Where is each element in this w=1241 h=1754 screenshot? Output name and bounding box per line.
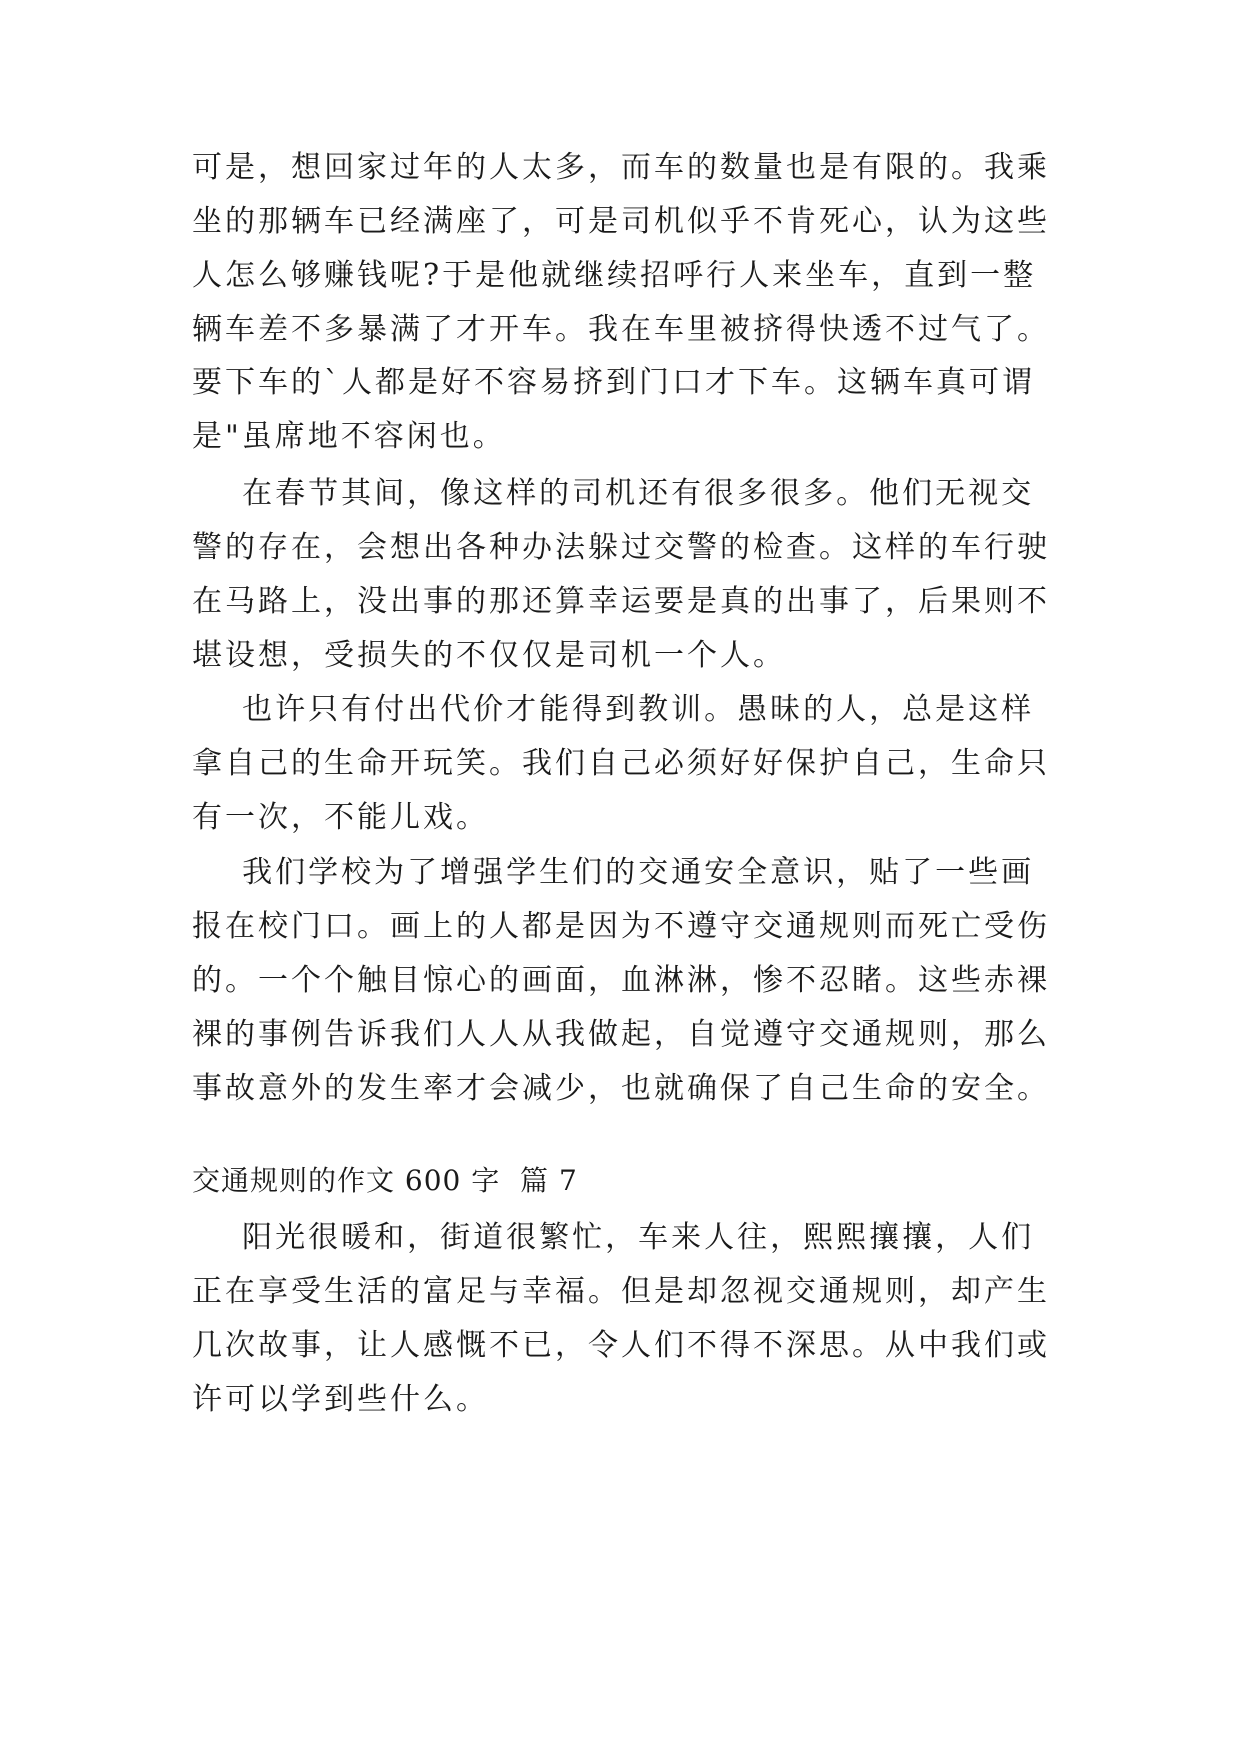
- paragraph-line: 辆车差不多暴满了才开车。我在车里被挤得快透不过气了。: [192, 312, 1050, 347]
- paragraph-line: 人怎么够赚钱呢?于是他就继续招呼行人来坐车，直到一整: [192, 258, 1037, 293]
- paragraph-line: 坐的那辆车已经满座了，可是司机似乎不肯死心，认为这些: [192, 204, 1050, 239]
- paragraph-line: 在马路上，没出事的那还算幸运要是真的出事了，后果则不: [192, 584, 1050, 619]
- section-heading: 交通规则的作文 600 字 篇 7: [192, 1164, 578, 1197]
- paragraph-line: 正在享受生活的富足与幸福。但是却忽视交通规则，却产生: [192, 1274, 1050, 1309]
- paragraph-line: 许可以学到些什么。: [192, 1382, 489, 1417]
- paragraph-line: 几次故事，让人感慨不已，令人们不得不深思。从中我们或: [192, 1328, 1050, 1363]
- paragraph-line: 有一次，不能儿戏。: [192, 800, 489, 835]
- paragraph-line: 堪设想，受损失的不仅仅是司机一个人。: [192, 638, 786, 673]
- paragraph-line: 的。一个个触目惊心的画面，血淋淋，惨不忍睹。这些赤裸: [192, 963, 1050, 998]
- paragraph-line: 裸的事例告诉我们人人从我做起，自觉遵守交通规则，那么: [192, 1017, 1050, 1052]
- paragraph-line: 阳光很暖和，街道很繁忙，车来人往，熙熙攘攘，人们: [192, 1220, 1035, 1255]
- paragraph-line: 是"虽席地不容闲也。: [192, 419, 506, 454]
- paragraph-line: 也许只有付出代价才能得到教训。愚昧的人，总是这样: [192, 692, 1035, 727]
- paragraph-line: 可是，想回家过年的人太多，而车的数量也是有限的。我乘: [192, 150, 1050, 185]
- paragraph-line: 拿自己的生命开玩笑。我们自己必须好好保护自己，生命只: [192, 746, 1050, 781]
- paragraph-line: 事故意外的发生率才会减少，也就确保了自己生命的安全。: [192, 1071, 1050, 1106]
- paragraph-line: 警的存在，会想出各种办法躲过交警的检查。这样的车行驶: [192, 530, 1050, 565]
- paragraph-line: 报在校门口。画上的人都是因为不遵守交通规则而死亡受伤: [192, 909, 1050, 944]
- paragraph-line: 要下车的`人都是好不容易挤到门口才下车。这辆车真可谓: [192, 365, 1035, 400]
- paragraph-line: 我们学校为了增强学生们的交通安全意识，贴了一些画: [192, 855, 1035, 890]
- paragraph-line: 在春节其间，像这样的司机还有很多很多。他们无视交: [192, 476, 1035, 511]
